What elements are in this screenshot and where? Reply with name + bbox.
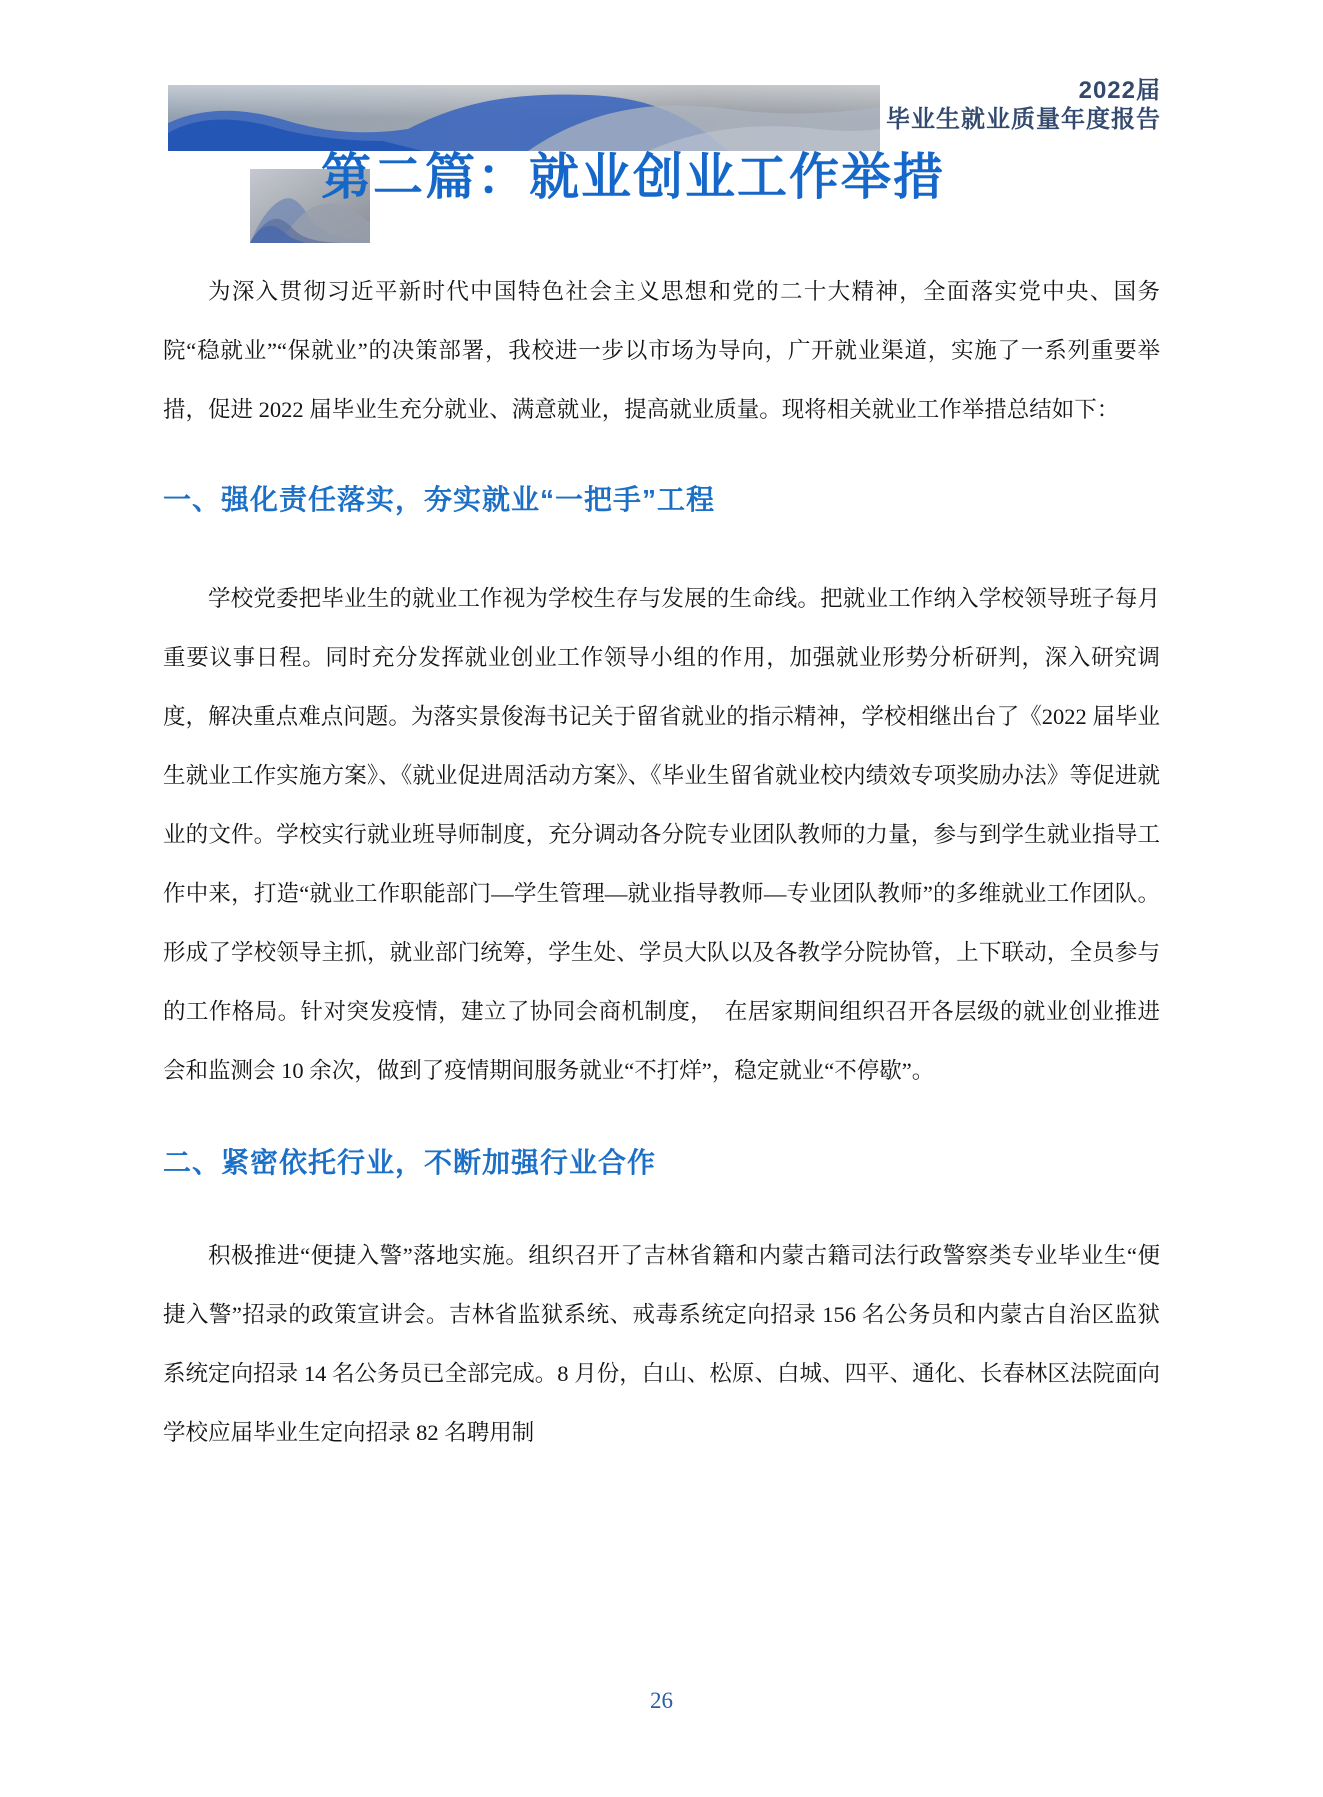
section-2-paragraph: 积极推进“便捷入警”落地实施。组织召开了吉林省籍和内蒙古籍司法行政警察类专业毕业生“便捷入警”招录的政策宣讲会。吉林省监狱系统、戒毒系统定向招录 156 名公务员和内蒙古自治区监狱系统定向招录 14 名公务员已全部完成。8 月份，白山、松原、白城、四平、通化、长春林区法院面向学校应届毕业生定向招录 82 名聘用制	[163, 1243, 1160, 1445]
header-wave-banner-icon	[168, 85, 880, 151]
chapter-title: 第二篇：就业创业工作举措	[321, 149, 945, 205]
report-year: 2022届	[1078, 77, 1161, 104]
intro-paragraph: 为深入贯彻习近平新时代中国特色社会主义思想和党的二十大精神，全面落实党中央、国务院“稳就业”“保就业”的决策部署，我校进一步以市场为导向，广开就业渠道，实施了一系列重要举措，促进 2022 届毕业生充分就业、满意就业，提高就业质量。现将相关就业工作举措总结如下：	[163, 279, 1160, 422]
report-name: 毕业生就业质量年度报告	[886, 106, 1161, 133]
section-2-heading: 二、紧密依托行业，不断加强行业合作	[163, 1147, 657, 1178]
page-number: 26	[650, 1688, 673, 1713]
section-1-paragraph: 学校党委把毕业生的就业工作视为学校生存与发展的生命线。把就业工作纳入学校领导班子每月重要议事日程。同时充分发挥就业创业工作领导小组的作用，加强就业形势分析研判，深入研究调度，解决重点难点问题。为落实景俊海书记关于留省就业的指示精神，学校相继出台了《2022 届毕业生就业工作实施方案》、《就业促进周活动方案》、《毕业生留省就业校内绩效专项奖励办法》等促进就业的文件。学校实行就业班导师制度，充分调动各分院专业团队教师的力量，参与到学生就业指导工作中来，打造“就业工作职能部门—学生管理—就业指导教师—专业团队教师”的多维就业工作团队。形成了学校领导主抓，就业部门统筹，学生处、学员大队以及各教学分院协管，上下联动，全员参与的工作格局。针对突发疫情，建立了协同会商机制度， 在居家期间组织召开各层级的就业创业推进会和监测会 10 余次，做到了疫情期间服务就业“不打烊”，稳定就业“不停歇”。	[163, 586, 1160, 1083]
document-body	[163, 262, 1160, 1462]
section-1-heading: 一、强化责任落实，夯实就业“一把手”工程	[163, 484, 716, 515]
report-header	[886, 76, 1161, 134]
